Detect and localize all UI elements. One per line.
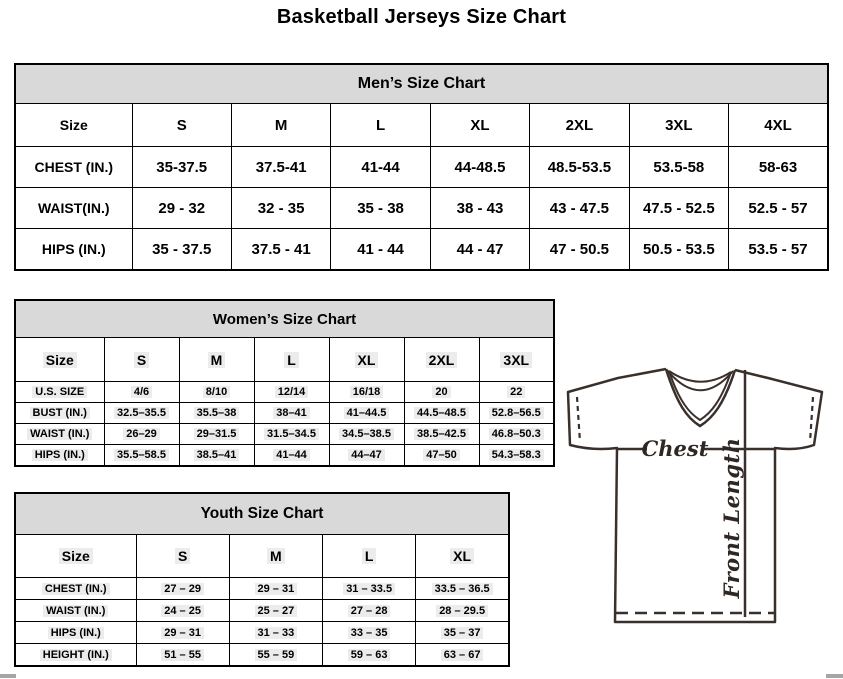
measurement-row [15,644,509,667]
measurement-row [15,382,554,403]
value-cell [104,382,179,403]
cell-text: 2XL [426,352,458,368]
cell-text: 43 - 47.5 [549,199,609,217]
value-cell [231,147,330,188]
right-cuff-dashed-seam [810,397,813,442]
measurement-row [15,147,828,188]
cell-text: M [267,548,285,564]
measurement-row [15,622,509,644]
value-cell [231,188,330,229]
table-title-row [15,493,509,535]
value-cell [104,445,179,467]
value-cell [136,578,229,600]
cell-text: 53.5 - 57 [748,240,808,258]
mens-size-chart-table [14,63,829,271]
cell-text: WAIST(IN.) [37,200,110,216]
cell-text: L [362,548,377,564]
value-cell [530,229,629,271]
cell-text: S [134,352,149,368]
cell-text: BUST (IN.) [30,407,90,419]
cell-text: 41–44.5 [344,407,390,419]
value-cell [416,622,509,644]
womens-size-chart-table [14,299,555,467]
cell-text: S [176,116,187,134]
value-cell [104,403,179,424]
mens-table-title: Men’s Size Chart [15,64,828,104]
measurement-row [15,600,509,622]
cell-text: 38–41 [273,407,310,419]
cell-text: 63 – 67 [441,649,484,661]
cell-text: 31 – 33 [255,627,298,639]
cell-text: XL [355,352,379,368]
measurement-row [15,445,554,467]
value-cell [329,403,404,424]
scrollbar-fragment-right[interactable] [826,674,843,678]
cell-text: 3XL [500,352,532,368]
cell-text: 3XL [665,116,693,134]
value-cell [231,229,330,271]
cell-text: 35 - 37.5 [152,240,212,258]
row-label-cell [15,403,104,424]
cell-text: 27 – 28 [348,605,391,617]
value-cell [104,338,179,382]
value-cell [136,535,229,578]
cell-text: U.S. SIZE [32,386,87,398]
cell-text: 50.5 - 53.5 [642,240,715,258]
row-label-cell [15,147,132,188]
value-cell [530,188,629,229]
value-cell [179,445,254,467]
size-header-row [15,104,828,147]
row-label-cell [15,535,136,578]
cell-text: 41-44 [361,158,400,176]
cell-text: HIPS (IN.) [41,241,106,257]
value-cell [231,104,330,147]
jersey-outline [568,369,822,622]
row-label-cell [15,104,132,147]
youth-table-title: Youth Size Chart [15,493,509,535]
value-cell [729,188,828,229]
cell-text: M [208,352,226,368]
value-cell [229,600,322,622]
cell-text: 41–44 [273,449,310,461]
value-cell [254,382,329,403]
collar-arc-inner [667,370,733,390]
value-cell [136,600,229,622]
value-cell [530,147,629,188]
cell-text: 32 - 35 [257,199,305,217]
cell-text: 4XL [764,116,792,134]
chest-label: Chest [641,436,709,461]
cell-text: 55 – 59 [255,649,298,661]
measurement-row [15,424,554,445]
value-cell [179,338,254,382]
scrollbar-fragment-left[interactable] [0,674,16,678]
value-cell [479,445,554,467]
value-cell [132,229,231,271]
value-cell [132,188,231,229]
table-title-row [15,64,828,104]
cell-text: 35.5–58.5 [114,449,169,461]
cell-text: 38.5–41 [194,449,240,461]
value-cell [254,445,329,467]
value-cell [404,338,479,382]
cell-text: 46.8–50.3 [489,428,544,440]
value-cell [329,445,404,467]
value-cell [136,644,229,667]
value-cell [629,104,728,147]
cell-text: 35-37.5 [156,158,208,176]
value-cell [404,424,479,445]
cell-text: 52.8–56.5 [489,407,544,419]
value-cell [323,644,416,667]
row-label-cell [15,578,136,600]
cell-text: 52.5 - 57 [748,199,808,217]
value-cell [229,644,322,667]
value-cell [323,578,416,600]
cell-text: 26–29 [123,428,160,440]
row-label-cell [15,338,104,382]
cell-text: 28 – 29.5 [436,605,488,617]
cell-text: S [175,548,190,564]
cell-text: 31 – 33.5 [343,583,395,595]
cell-text: Size [59,548,93,564]
cell-text: 29 – 31 [255,583,298,595]
cell-text: 2XL [565,116,594,134]
youth-size-chart-table [14,492,510,667]
cell-text: L [284,352,299,368]
value-cell [229,535,322,578]
value-cell [530,104,629,147]
value-cell [729,147,828,188]
cell-text: 29 - 32 [158,199,206,217]
cell-text: 58-63 [758,158,798,176]
value-cell [229,622,322,644]
value-cell [331,147,430,188]
value-cell [132,147,231,188]
measurement-row [15,229,828,271]
value-cell [331,229,430,271]
value-cell [329,424,404,445]
value-cell [179,424,254,445]
cell-text: 44.5–48.5 [414,407,469,419]
cell-text: 44–47 [348,449,385,461]
cell-text: WAIST (IN.) [27,428,92,440]
cell-text: HIPS (IN.) [48,627,104,639]
value-cell [416,535,509,578]
cell-text: 16/18 [350,386,384,398]
cell-text: CHEST (IN.) [34,159,114,175]
value-cell [729,229,828,271]
cell-text: 35 – 37 [441,627,484,639]
cell-text: 38 - 43 [456,199,504,217]
cell-text: WAIST (IN.) [43,605,108,617]
jersey-diagram [563,366,837,628]
cell-text: 8/10 [203,386,230,398]
value-cell [404,382,479,403]
value-cell [729,104,828,147]
value-cell [179,382,254,403]
measurement-row [15,188,828,229]
measurement-row [15,403,554,424]
row-label-cell [15,600,136,622]
value-cell [416,600,509,622]
cell-text: 54.3–58.3 [489,449,544,461]
cell-text: 20 [432,386,450,398]
size-header-row [15,535,509,578]
measurement-row [15,578,509,600]
cell-text: 34.5–38.5 [339,428,394,440]
row-label-cell [15,382,104,403]
cell-text: 48.5-53.5 [547,158,612,176]
cell-text: 31.5–34.5 [264,428,319,440]
value-cell [479,403,554,424]
value-cell [629,188,728,229]
row-label-cell [15,622,136,644]
left-cuff-dashed-seam [577,397,580,442]
row-label-cell [15,424,104,445]
value-cell [629,229,728,271]
cell-text: 35.5–38 [194,407,240,419]
cell-text: 37.5-41 [255,158,307,176]
value-cell [430,188,529,229]
value-cell [479,424,554,445]
cell-text: 59 – 63 [348,649,391,661]
value-cell [132,104,231,147]
value-cell [404,403,479,424]
collar-v-outer [666,369,735,426]
womens-table-title: Women’s Size Chart [15,300,554,338]
table-title-row [15,300,554,338]
value-cell [323,622,416,644]
value-cell [430,229,529,271]
cell-text: 51 – 55 [161,649,204,661]
value-cell [416,644,509,667]
value-cell [179,403,254,424]
cell-text: 38.5–42.5 [414,428,469,440]
value-cell [329,338,404,382]
cell-text: XL [450,548,474,564]
front-length-label: Front Length [719,437,744,599]
cell-text: HIPS (IN.) [32,449,88,461]
page-title: Basketball Jerseys Size Chart [276,6,567,28]
cell-text: CHEST (IN.) [42,583,110,595]
value-cell [329,382,404,403]
cell-text: 47–50 [423,449,460,461]
cell-text: 29–31.5 [194,428,240,440]
cell-text: 37.5 - 41 [251,240,311,258]
value-cell [629,147,728,188]
cell-text: XL [470,116,490,134]
value-cell [323,600,416,622]
value-cell [254,338,329,382]
value-cell [323,535,416,578]
cell-text: 47 - 50.5 [549,240,609,258]
row-label-cell [15,188,132,229]
cell-text: 25 – 27 [255,605,298,617]
row-label-cell [15,644,136,667]
cell-text: 44 - 47 [456,240,504,258]
value-cell [331,188,430,229]
value-cell [479,382,554,403]
cell-text: 53.5-58 [653,158,705,176]
value-cell [430,104,529,147]
value-cell [331,104,430,147]
value-cell [479,338,554,382]
cell-text: HEIGHT (IN.) [40,649,112,661]
value-cell [416,578,509,600]
value-cell [104,424,179,445]
row-label-cell [15,445,104,467]
cell-text: 29 – 31 [161,627,204,639]
cell-text: M [274,116,288,134]
value-cell [254,424,329,445]
cell-text: Size [59,117,88,133]
cell-text: 33 – 35 [348,627,391,639]
cell-text: Size [43,352,77,368]
cell-text: 35 - 38 [357,199,404,217]
cell-text: 24 – 25 [161,605,204,617]
value-cell [136,622,229,644]
cell-text: 47.5 - 52.5 [642,199,715,217]
cell-text: 22 [507,386,525,398]
cell-text: L [375,116,386,134]
collar-v-inner [669,371,731,420]
cell-text: 41 - 44 [357,240,404,258]
value-cell [404,445,479,467]
cell-text: 12/14 [275,386,309,398]
size-header-row [15,338,554,382]
value-cell [430,147,529,188]
cell-text: 33.5 – 36.5 [432,583,493,595]
cell-text: 4/6 [131,386,152,398]
value-cell [254,403,329,424]
value-cell [229,578,322,600]
row-label-cell [15,229,132,271]
cell-text: 44-48.5 [454,158,506,176]
cell-text: 32.5–35.5 [114,407,169,419]
cell-text: 27 – 29 [161,583,204,595]
